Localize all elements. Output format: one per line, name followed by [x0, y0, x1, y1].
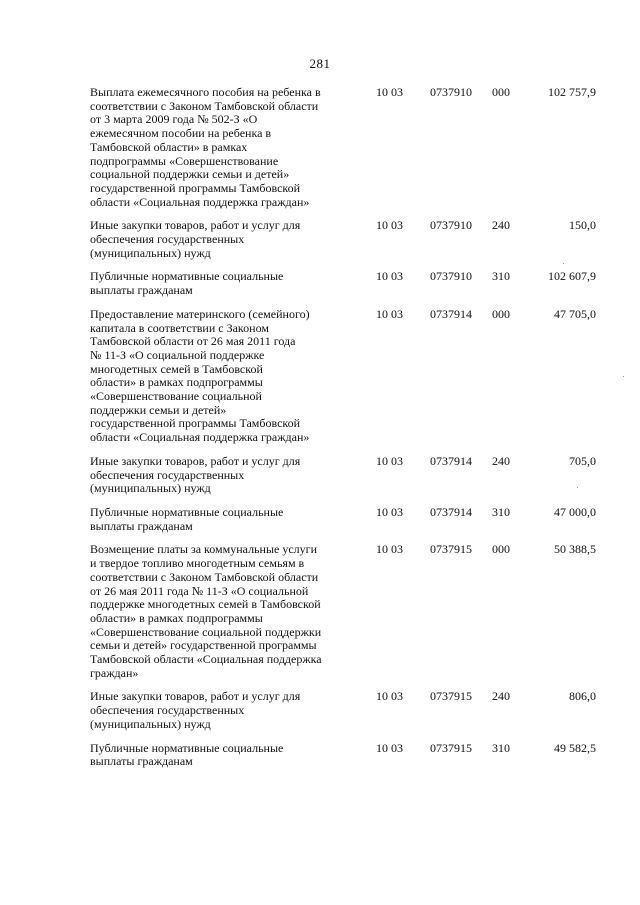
target-code: 0737915	[430, 740, 472, 755]
table-row	[90, 742, 602, 769]
section-code: 10 03	[376, 306, 403, 321]
table-row	[90, 219, 602, 260]
table-row	[90, 506, 602, 533]
expense-type: 240	[492, 453, 510, 468]
expense-type: 310	[492, 504, 510, 519]
target-code: 0737910	[430, 85, 472, 99]
row-description: Иные закупки товаров, работ и услуг для обеспечения государственных (муниципальных) нужд	[90, 689, 301, 731]
expense-type: 240	[492, 689, 510, 704]
table-row	[90, 86, 602, 209]
section-code: 10 03	[376, 85, 403, 99]
table-row	[90, 270, 602, 297]
expense-type: 310	[492, 269, 510, 284]
row-description: Иные закупки товаров, работ и услуг для обеспечения государственных (муниципальных) нужд	[90, 218, 301, 260]
expense-type: 240	[492, 218, 510, 233]
amount: 705,0	[569, 453, 596, 468]
amount: 49 582,5	[554, 740, 596, 755]
scan-speck	[563, 263, 564, 264]
section-code: 10 03	[376, 504, 403, 519]
target-code: 0737914	[430, 504, 472, 519]
table-row	[90, 543, 602, 680]
row-description: Публичные нормативные социальные выплаты гражданам	[90, 269, 284, 298]
row-description: Иные закупки товаров, работ и услуг для обеспечения государственных (муниципальных) нужд	[90, 453, 301, 496]
row-description: Возмещение платы за коммунальные услуги и твердое топливо многодетным семьям в соответствии с Законом Тамбовской области от 26 мая 2011 года № 11-З «О социальной поддержке многодетных семей в Тамбовской области» в рамках подпрограммы «Совершенствование социальной поддержки семьи и детей» государственной программы Тамбовской области «Социальная поддержка граждан»	[90, 542, 322, 680]
page-number: 281	[309, 56, 331, 71]
target-code: 0737915	[430, 542, 472, 557]
expense-type: 310	[492, 740, 510, 755]
target-code: 0737914	[430, 453, 472, 468]
row-description: Публичные нормативные социальные выплаты гражданам	[90, 740, 284, 769]
row-description: Предоставление материнского (семейного) капитала в соответствии с Законом Тамбовской области от 26 мая 2011 года № 11-З «О социальной поддержке многодетных семей в Тамбовской области» в рамках подпрограммы «Совершенствование социальной поддержки семьи и детей» государственной программы Тамбовской области «Социальная поддержка граждан»	[90, 306, 310, 445]
target-code: 0737910	[430, 218, 472, 233]
expense-type: 000	[492, 542, 510, 557]
table-row	[90, 690, 602, 731]
target-code: 0737915	[430, 689, 472, 704]
section-code: 10 03	[376, 542, 403, 557]
amount: 102 757,9	[548, 85, 596, 99]
section-code: 10 03	[376, 453, 403, 468]
section-code: 10 03	[376, 269, 403, 284]
scan-speck	[577, 487, 578, 488]
amount: 806,0	[569, 689, 596, 704]
amount: 47 705,0	[554, 306, 596, 321]
target-code: 0737910	[430, 269, 472, 284]
amount: 47 000,0	[554, 504, 596, 519]
table-row	[90, 455, 602, 496]
scan-speck	[623, 376, 624, 377]
expense-type: 000	[492, 306, 510, 321]
expense-type: 000	[492, 85, 510, 99]
section-code: 10 03	[376, 689, 403, 704]
target-code: 0737914	[430, 306, 472, 321]
budget-table	[90, 86, 602, 779]
amount: 150,0	[569, 218, 596, 233]
amount: 102 607,9	[548, 269, 596, 284]
table-row	[90, 308, 602, 445]
row-description: Публичные нормативные социальные выплаты гражданам	[90, 504, 284, 533]
amount: 50 388,5	[554, 542, 596, 557]
section-code: 10 03	[376, 218, 403, 233]
section-code: 10 03	[376, 740, 403, 755]
row-description: Выплата ежемесячного пособия на ребенка в соответствии с Законом Тамбовской области от 3 марта 2009 года № 502-З «О ежемесячном пособии на ребенка в Тамбовской области» в рамках подпрограммы «Совершенствование социальной поддержки семьи и детей» государственной программы Тамбовской области «Социальная поддержка граждан»	[90, 85, 321, 209]
